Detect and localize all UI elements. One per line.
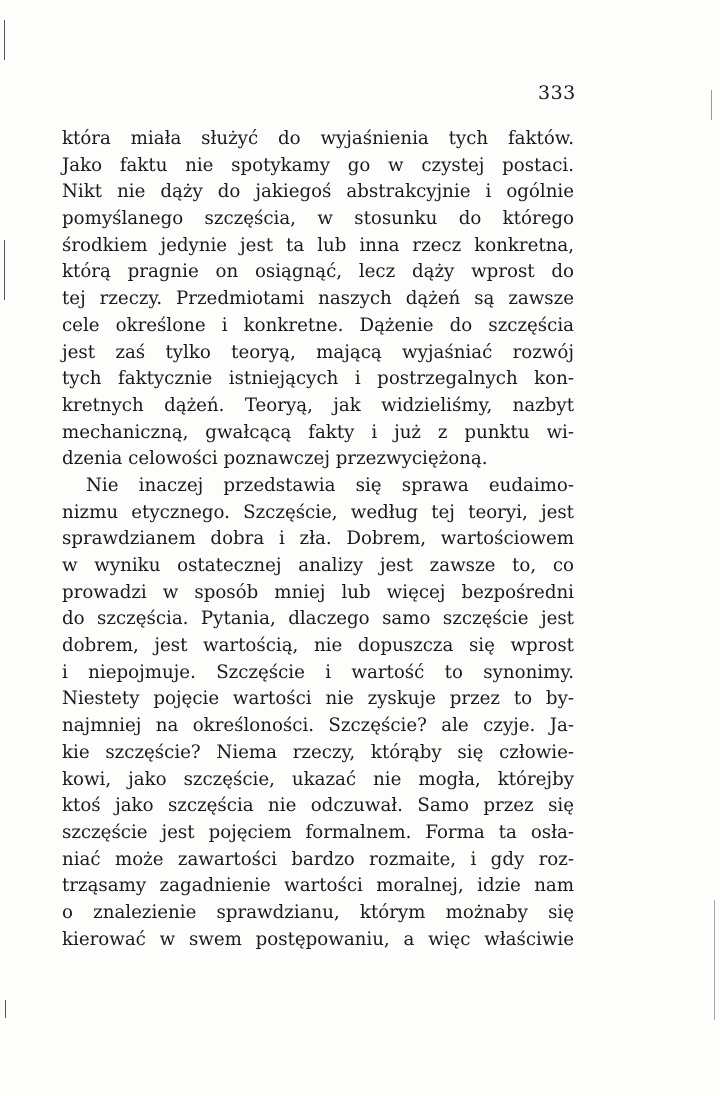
text-line: kowi, jako szczęście, ukazać nie mogła, którejby [62, 768, 574, 790]
text-line: pomyślanego szczęścia, w stosunku do którego [62, 208, 574, 230]
body-text [62, 126, 574, 953]
text-line: kretnych dążeń. Teoryą, jak widzieliśmy, nazbyt [62, 394, 574, 416]
scan-edge-mark [5, 1000, 6, 1018]
text-line: tych faktycznie istniejących i postrzegalnych kon- [62, 368, 574, 390]
text-line: niać może zawartości bardzo rozmaite, i gdy roz- [62, 848, 574, 870]
paragraph-end-line: dzenia celowości poznawczej przezwyciężoną. [62, 448, 488, 470]
scan-edge-mark [4, 20, 5, 60]
text-line: którą pragnie on osiągnąć, lecz dąży wprost do [62, 261, 574, 283]
scan-edge-mark [4, 240, 5, 300]
text-line: kie szczęście? Niema rzeczy, którąby się człowie- [62, 741, 574, 763]
text-line: jest zaś tylko teoryą, mającą wyjaśniać rozwój [62, 341, 574, 363]
text-line: dobrem, jest wartością, nie dopuszcza się wprost [62, 635, 574, 657]
text-line: ktoś jako szczęścia nie odczuwał. Samo przez się [62, 795, 574, 817]
text-line: cele określone i konkretne. Dążenie do szczęścia [62, 314, 574, 336]
text-line: tej rzeczy. Przedmiotami naszych dążeń są zawsze [62, 288, 574, 310]
text-line: która miała służyć do wyjaśnienia tych faktów. [62, 128, 574, 149]
text-line: trząsamy zagadnienie wartości moralnej, idzie nam [62, 875, 574, 897]
text-line: prowadzi w sposób mniej lub więcej bezpośredni [62, 581, 574, 603]
text-line: i niepojmuje. Szczęście i wartość to synonimy. [62, 661, 574, 683]
text-line: w wyniku ostatecznej analizy jest zawsze to, co [62, 555, 574, 576]
scan-edge-mark [714, 900, 715, 1020]
text-line: sprawdzianem dobra i zła. Dobrem, wartościowem [62, 528, 574, 550]
text-line: Niestety pojęcie wartości nie zyskuje przez to by- [62, 688, 574, 710]
text-line: mechaniczną, gwałcącą fakty i już z punktu wi- [62, 421, 574, 443]
text-line: szczęście jest pojęciem formalnem. Forma ta osła- [62, 821, 574, 843]
text-line: Jako faktu nie spotykamy go w czystej postaci. [62, 154, 574, 176]
text-line: Nikt nie dąży do jakiegoś abstrakcyjnie i ogólnie [62, 181, 574, 203]
text-line: do szczęścia. Pytania, dlaczego samo szczęście jest [62, 608, 574, 630]
page-number: 333 [538, 82, 576, 104]
text-line: najmniej na określoności. Szczęście? ale czyje. Ja- [62, 715, 574, 737]
text-line: o znalezienie sprawdzianu, którym możnaby się [62, 901, 574, 923]
paragraph-start-line: Nie inaczej przedstawia się sprawa eudaimo- [86, 474, 574, 496]
text-line: nizmu etycznego. Szczęście, według tej teoryi, jest [62, 501, 574, 523]
text-line: kierować w swem postępowaniu, a więc właściwie [62, 928, 574, 950]
scan-edge-mark [711, 90, 712, 120]
text-line: środkiem jedynie jest ta lub inna rzecz konkretna, [62, 234, 574, 256]
